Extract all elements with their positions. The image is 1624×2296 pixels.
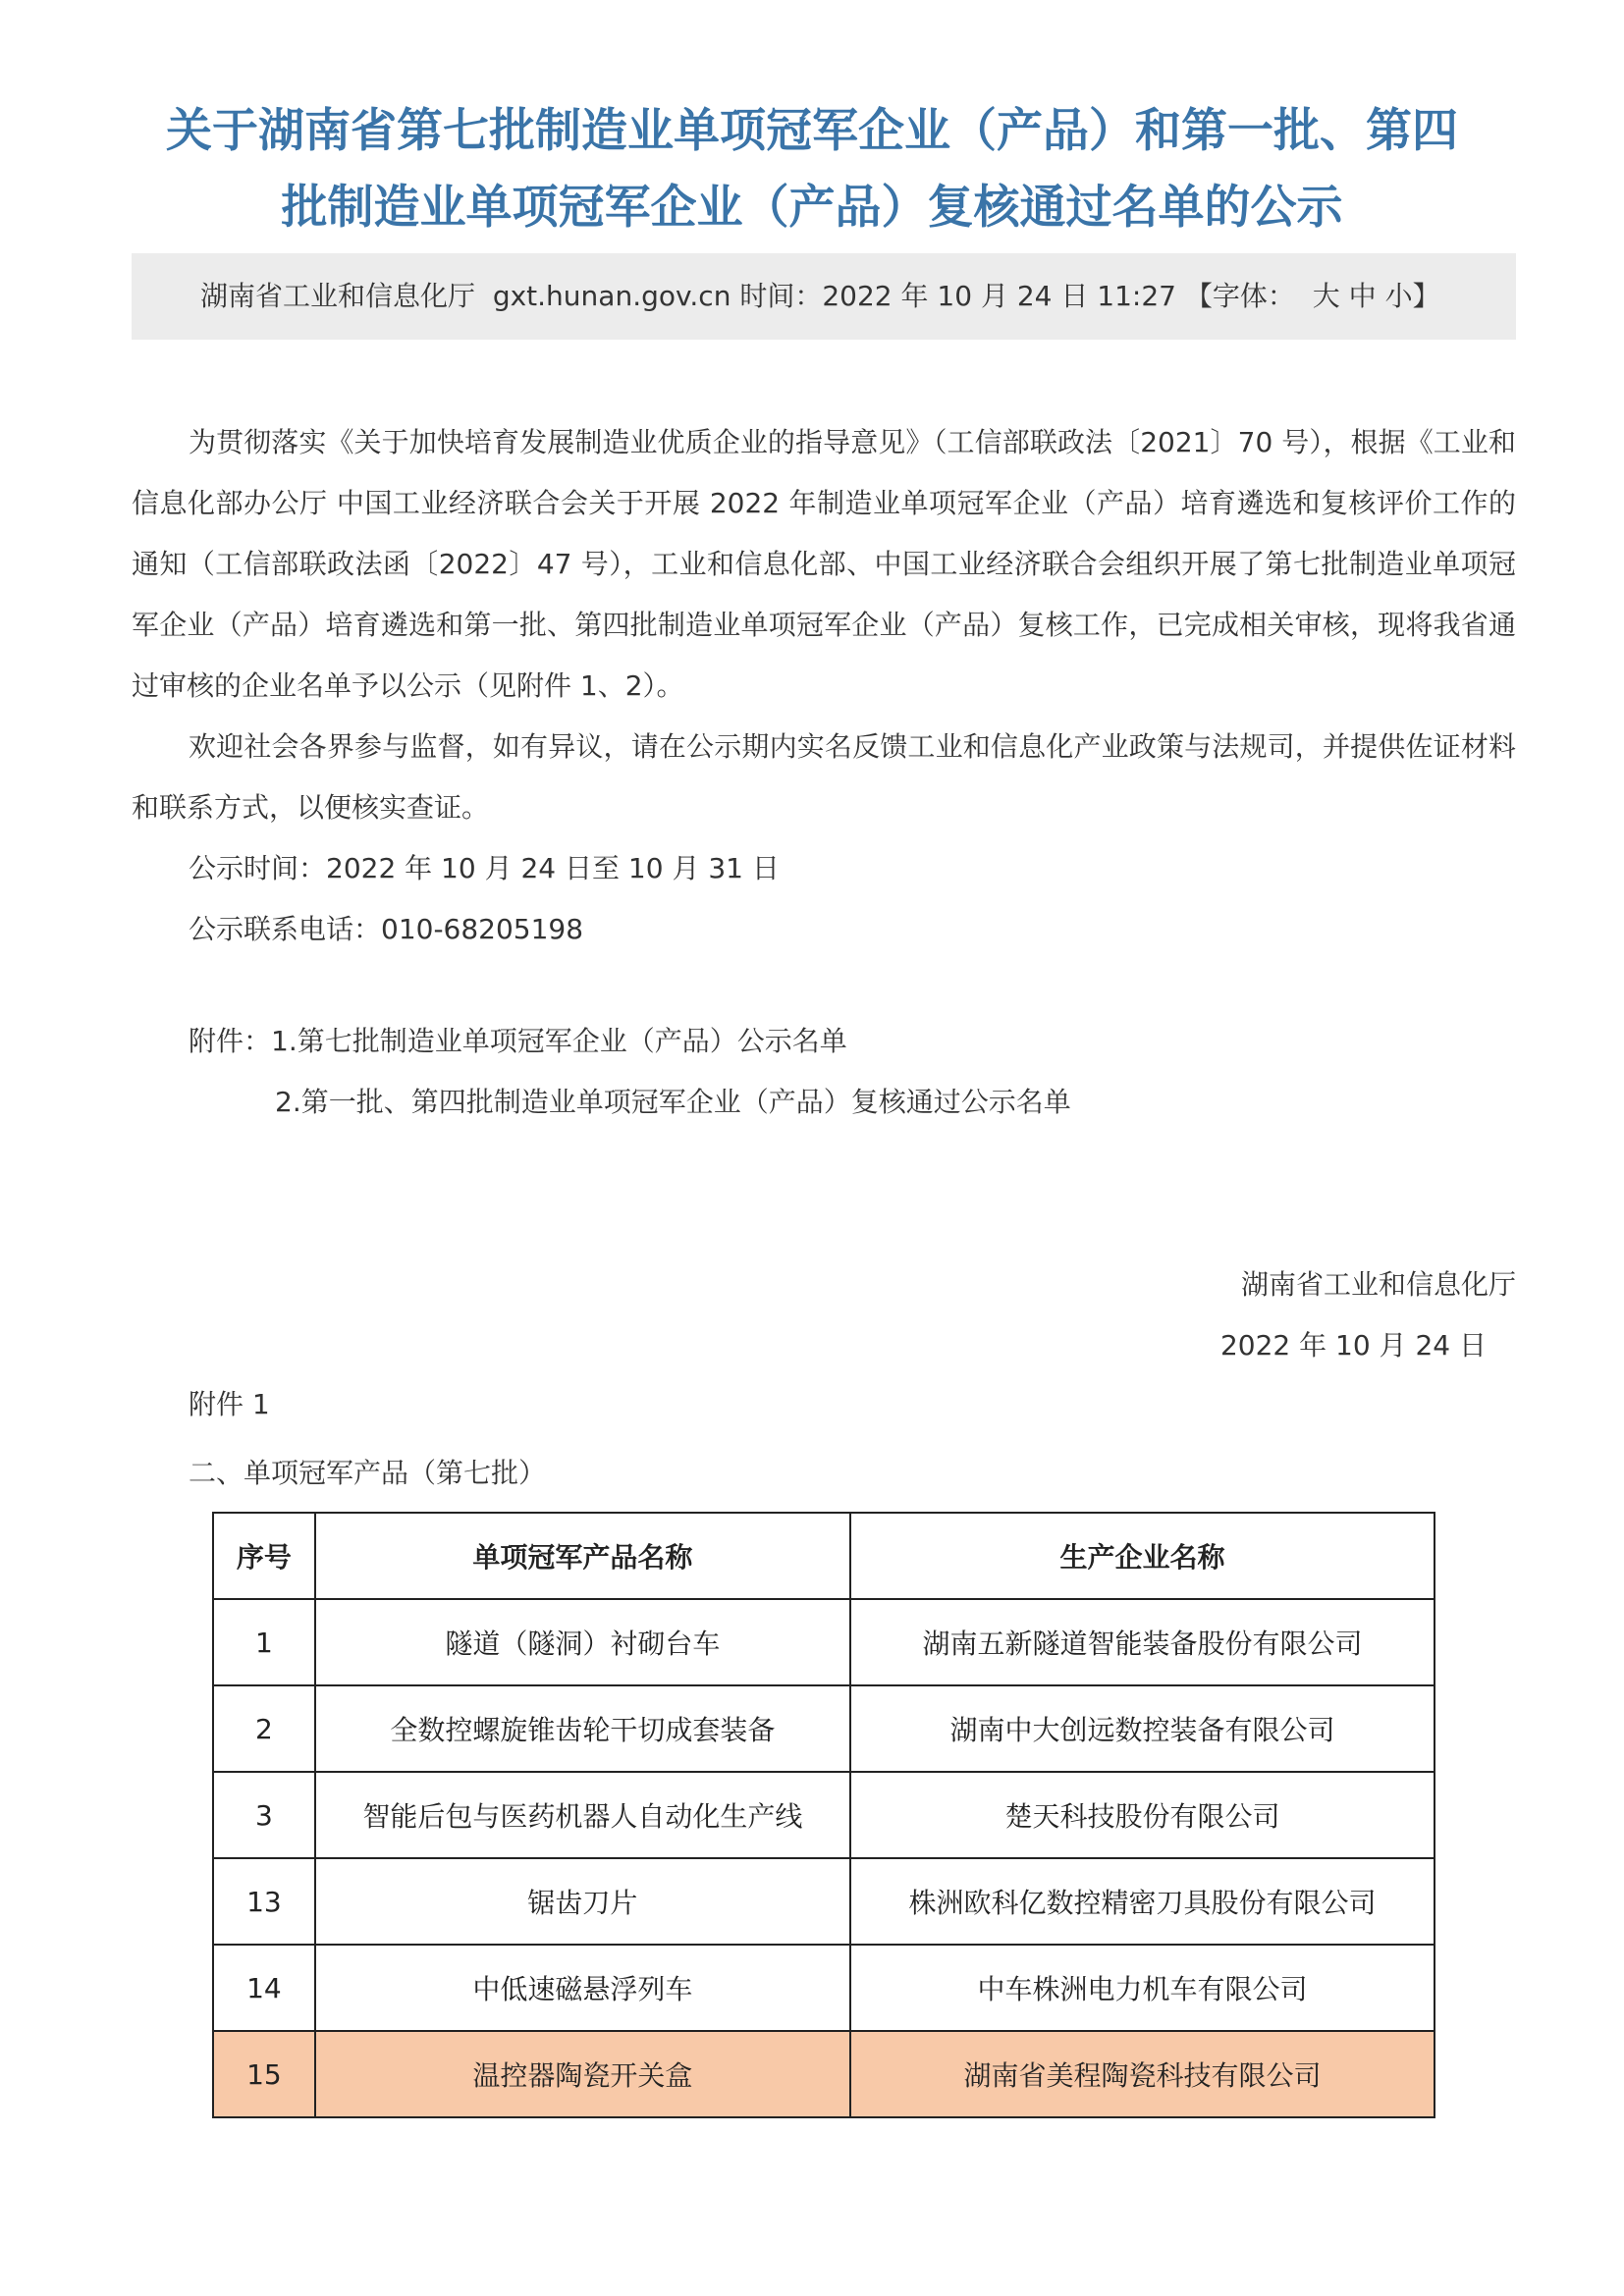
annex-label: 附件 1: [189, 1388, 270, 1420]
section-label: 二、单项冠军产品（第七批）: [189, 1457, 547, 1489]
cell-index: 13: [213, 1858, 315, 1945]
attachment-line-2: [189, 1072, 1071, 1133]
cell-company: 湖南省美程陶瓷科技有限公司: [850, 2031, 1435, 2117]
table-row: [213, 1772, 1435, 1858]
paragraph-1: 为贯彻落实《关于加快培育发展制造业优质企业的指导意见》（工信部联政法〔2021〕70 号），根据《工业和信息化部办公厅 中国工业经济联合会关于开展 2022 年制造业单项冠军企业（产品）培育遴选和复核评价工作的通知（工信部联政法函〔2022〕47 号），工业和信息化部、中国工业经济联合会组织开展了第七批制造业单项冠军企业（产品）培育遴选和第一批、第四批制造业单项冠军企业（产品）复核工作，已完成相关审核，现将我省通过审核的企业名单予以公示（见附件 1、2）。: [132, 426, 1516, 702]
table-row-highlighted: [213, 2031, 1435, 2117]
signature-date: 2022 年 10 月 24 日: [1219, 1329, 1487, 1362]
cell-index: 14: [213, 1945, 315, 2031]
header-index: 序号: [213, 1513, 315, 1599]
font-small-link[interactable]: 小: [1384, 280, 1413, 312]
attachment-item-1[interactable]: 1.第七批制造业单项冠军企业（产品）公示名单: [271, 1025, 847, 1057]
cell-product: 智能后包与医药机器人自动化生产线: [315, 1772, 850, 1858]
signature-org: 湖南省工业和信息化厅: [1240, 1268, 1516, 1301]
cell-product: 全数控螺旋锥齿轮干切成套装备: [315, 1685, 850, 1772]
meta-time-label: 时间：: [739, 280, 823, 312]
cell-index: 15: [213, 2031, 315, 2117]
article-body: [132, 412, 1516, 960]
cell-company: 湖南五新隧道智能装备股份有限公司: [850, 1599, 1435, 1685]
header-product: 单项冠军产品名称: [315, 1513, 850, 1599]
cell-product: 锯齿刀片: [315, 1858, 850, 1945]
paragraph-2: 欢迎社会各界参与监督，如有异议，请在公示期内实名反馈工业和信息化产业政策与法规司，并提供佐证材料和联系方式，以便核实查证。: [132, 730, 1516, 824]
meta-site: gxt.hunan.gov.cn: [492, 280, 731, 312]
cell-company: 楚天科技股份有限公司: [850, 1772, 1435, 1858]
signature: [1220, 1255, 1516, 1376]
title-line-1: 关于湖南省第七批制造业单项冠军企业（产品）和第一批、第四: [166, 104, 1458, 158]
table-row: [213, 1858, 1435, 1945]
font-large-link[interactable]: 大: [1312, 280, 1340, 312]
cell-index: 2: [213, 1685, 315, 1772]
meta-time-value: 2022 年 10 月 24 日 11:27: [822, 280, 1176, 312]
font-size-suffix: 】: [1412, 280, 1440, 312]
meta-source: 湖南省工业和信息化厅: [200, 280, 476, 312]
attachments: [189, 1011, 1071, 1133]
page-title: [118, 93, 1506, 246]
cell-index: 3: [213, 1772, 315, 1858]
table-row: [213, 1599, 1435, 1685]
font-medium-link[interactable]: 中: [1348, 280, 1377, 312]
cell-company: 湖南中大创远数控装备有限公司: [850, 1685, 1435, 1772]
table-header-row: [213, 1513, 1435, 1599]
header-company: 生产企业名称: [850, 1513, 1435, 1599]
cell-product: 隧道（隧洞）衬砌台车: [315, 1599, 850, 1685]
cell-index: 1: [213, 1599, 315, 1685]
title-line-2: 批制造业单项冠军企业（产品）复核通过名单的公示: [281, 181, 1343, 235]
table-row: [213, 1945, 1435, 2031]
notice-phone: 公示联系电话：010-68205198: [189, 913, 584, 945]
cell-company: 中车株洲电力机车有限公司: [850, 1945, 1435, 2031]
cell-company: 株洲欧科亿数控精密刀具股份有限公司: [850, 1858, 1435, 1945]
attachment-item-2[interactable]: 2.第一批、第四批制造业单项冠军企业（产品）复核通过公示名单: [275, 1086, 1071, 1118]
notice-time: 公示时间：2022 年 10 月 24 日至 10 月 31 日: [189, 852, 780, 884]
table-row: [213, 1685, 1435, 1772]
cell-product: 温控器陶瓷开关盒: [315, 2031, 850, 2117]
attachment-line-1: [189, 1011, 1071, 1072]
cell-product: 中低速磁悬浮列车: [315, 1945, 850, 2031]
font-size-prefix: 【字体：: [1184, 280, 1295, 312]
attachment-prefix: 附件：: [189, 1025, 272, 1057]
meta-bar: [132, 253, 1516, 340]
meta-info: [200, 253, 1440, 340]
champion-products-table: [212, 1512, 1435, 2118]
